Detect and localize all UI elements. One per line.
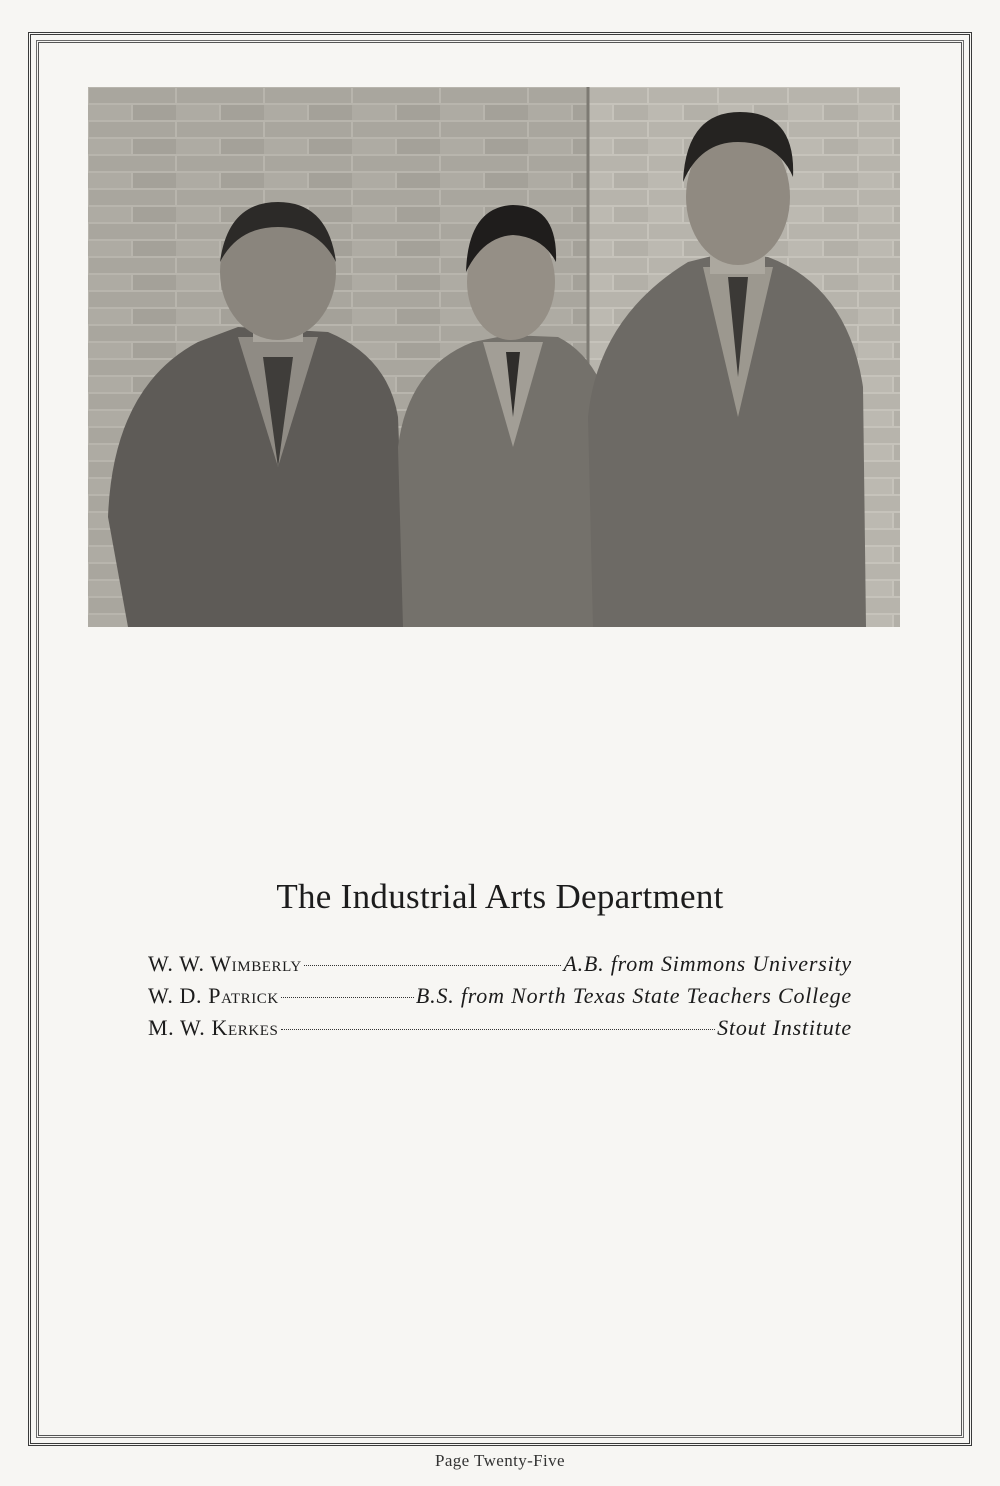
section-heading: The Industrial Arts Department [276,877,724,916]
staff-credential: A.B. from Simmons University [563,951,852,976]
staff-row [148,983,852,1015]
staff-name: W. D. Patrick [148,983,279,1008]
dot-leader [281,1029,716,1030]
staff-name: W. W. Wimberly [148,951,302,976]
group-portrait-photo [88,87,900,627]
staff-list [148,951,852,1047]
dot-leader [304,965,562,966]
staff-credential: Stout Institute [717,1015,852,1040]
staff-credential: B.S. from North Texas State Teachers College [415,983,852,1008]
staff-row [148,1015,852,1047]
page-number: Page Twenty-Five [434,1451,565,1470]
staff-name: M. W. Kerkes [148,1015,279,1040]
dot-leader [281,997,414,998]
staff-row [148,951,852,983]
